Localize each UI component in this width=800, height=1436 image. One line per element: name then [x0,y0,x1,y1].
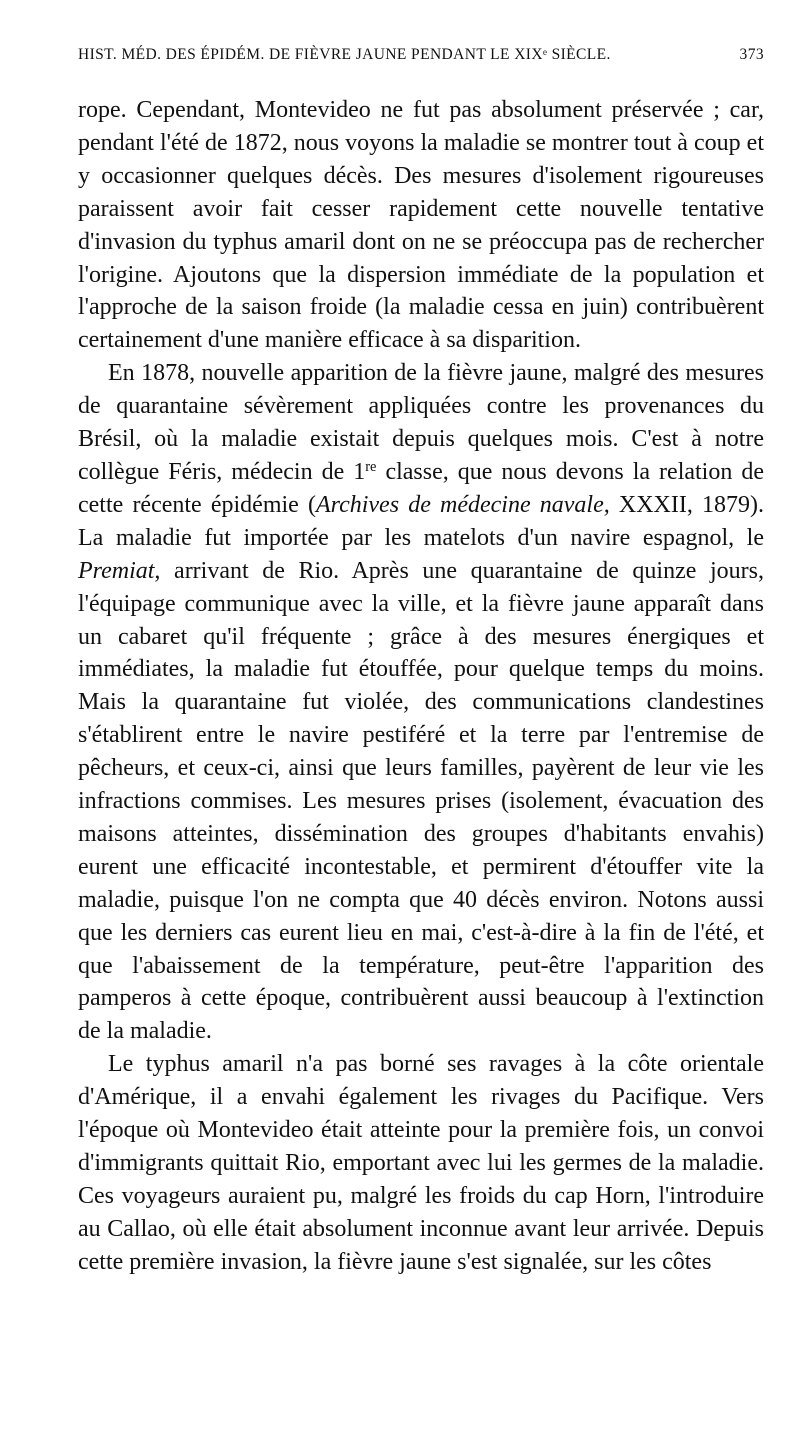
paragraph-text: arrivant de Rio. Après une quarantaine de quinze jours, l'équipage communique avec la ville, et la fièvre jaune apparaît dans un cabaret qu'il fréquente ; grâce à des mesures énergiques et immédiates, la maladie fut étouffée, pour quelque temps du moins. Mais la quarantaine fut violée, des communications clandestines s'établirent entre le navire pestiféré et la terre par l'entremise de pêcheurs, et ceux-ci, ainsi que leurs familles, payèrent de leur vie les infractions commises. Les mesures prises (isolement, évacuation des maisons atteintes, dissémination des groupes d'habitants envahis) eurent une efficacité incontestable, et permirent d'étouffer vite la maladie, puisque l'on ne compta que 40 décès environ. Notons aussi que les derniers cas eurent lieu en mai, c'est-à-dire à la fin de l'été, et que l'abaissement de la température, peut-être l'apparition des pamperos à cette époque, contribuèrent aussi beaucoup à l'extinction de la maladie. [78,557,764,1045]
paragraph-text: En 1878, nouvelle apparition de la fièvre jaune, malgré des mesures de quarantaine sévèrement appliquées contre les provenances du Brésil, où la maladie existait depuis quelques mois. C'est à notre collègue Féris, médecin de 1 [78,360,764,485]
paragraph-epidemic-1878 [78,357,764,1048]
ordinal-superscript: re [365,459,377,476]
paragraph-montevideo-1872: rope. Cependant, Montevideo ne fut pas absolument préservée ; car, pendant l'été de 1872, nous voyons la maladie se montrer tout à coup et y occasionner quelques décès. Des mesures d'isolement rigoureuses paraissent avoir fait cesser rapidement cette nouvelle tentative d'invasion du typhus amaril dont on ne se préoccupa pas de rechercher l'origine. Ajoutons que la dispersion immédiate de la population et l'approche de la saison froide (la maladie cessa en juin) contribuèrent certainement d'une manière efficace à sa disparition. [78,97,764,354]
running-title: HIST. MÉD. DES ÉPIDÉM. DE FIÈVRE JAUNE PENDANT LE XIXᵉ SIÈCLE. [78,46,611,63]
paragraph-text: classe, que nous devons la relation de cette récente épidémie ( [78,458,764,518]
journal-title: Archives de médecine navale, [315,491,610,518]
paragraph-pacific-coast: Le typhus amaril n'a pas borné ses ravages à la côte orientale d'Amérique, il a envahi également les rivages du Pacifique. Vers l'époque où Montevideo était atteinte pour la première fois, un convoi d'immigrants quittait Rio, emportant avec lui les germes de la maladie. Ces voyageurs auraient pu, malgré les froids du cap Horn, l'introduire au Callao, où elle était absolument inconnue avant leur arrivée. Depuis cette première invasion, la fièvre jaune s'est signalée, sur les côtes [78,1051,764,1275]
page-number: 373 [739,46,764,63]
body-text [78,94,764,1279]
paragraph-text: XXXII, 1879). La maladie fut importée par les matelots d'un navire espagnol, le [78,491,765,551]
ship-name: Premiat, [78,557,161,584]
running-header [78,46,764,76]
